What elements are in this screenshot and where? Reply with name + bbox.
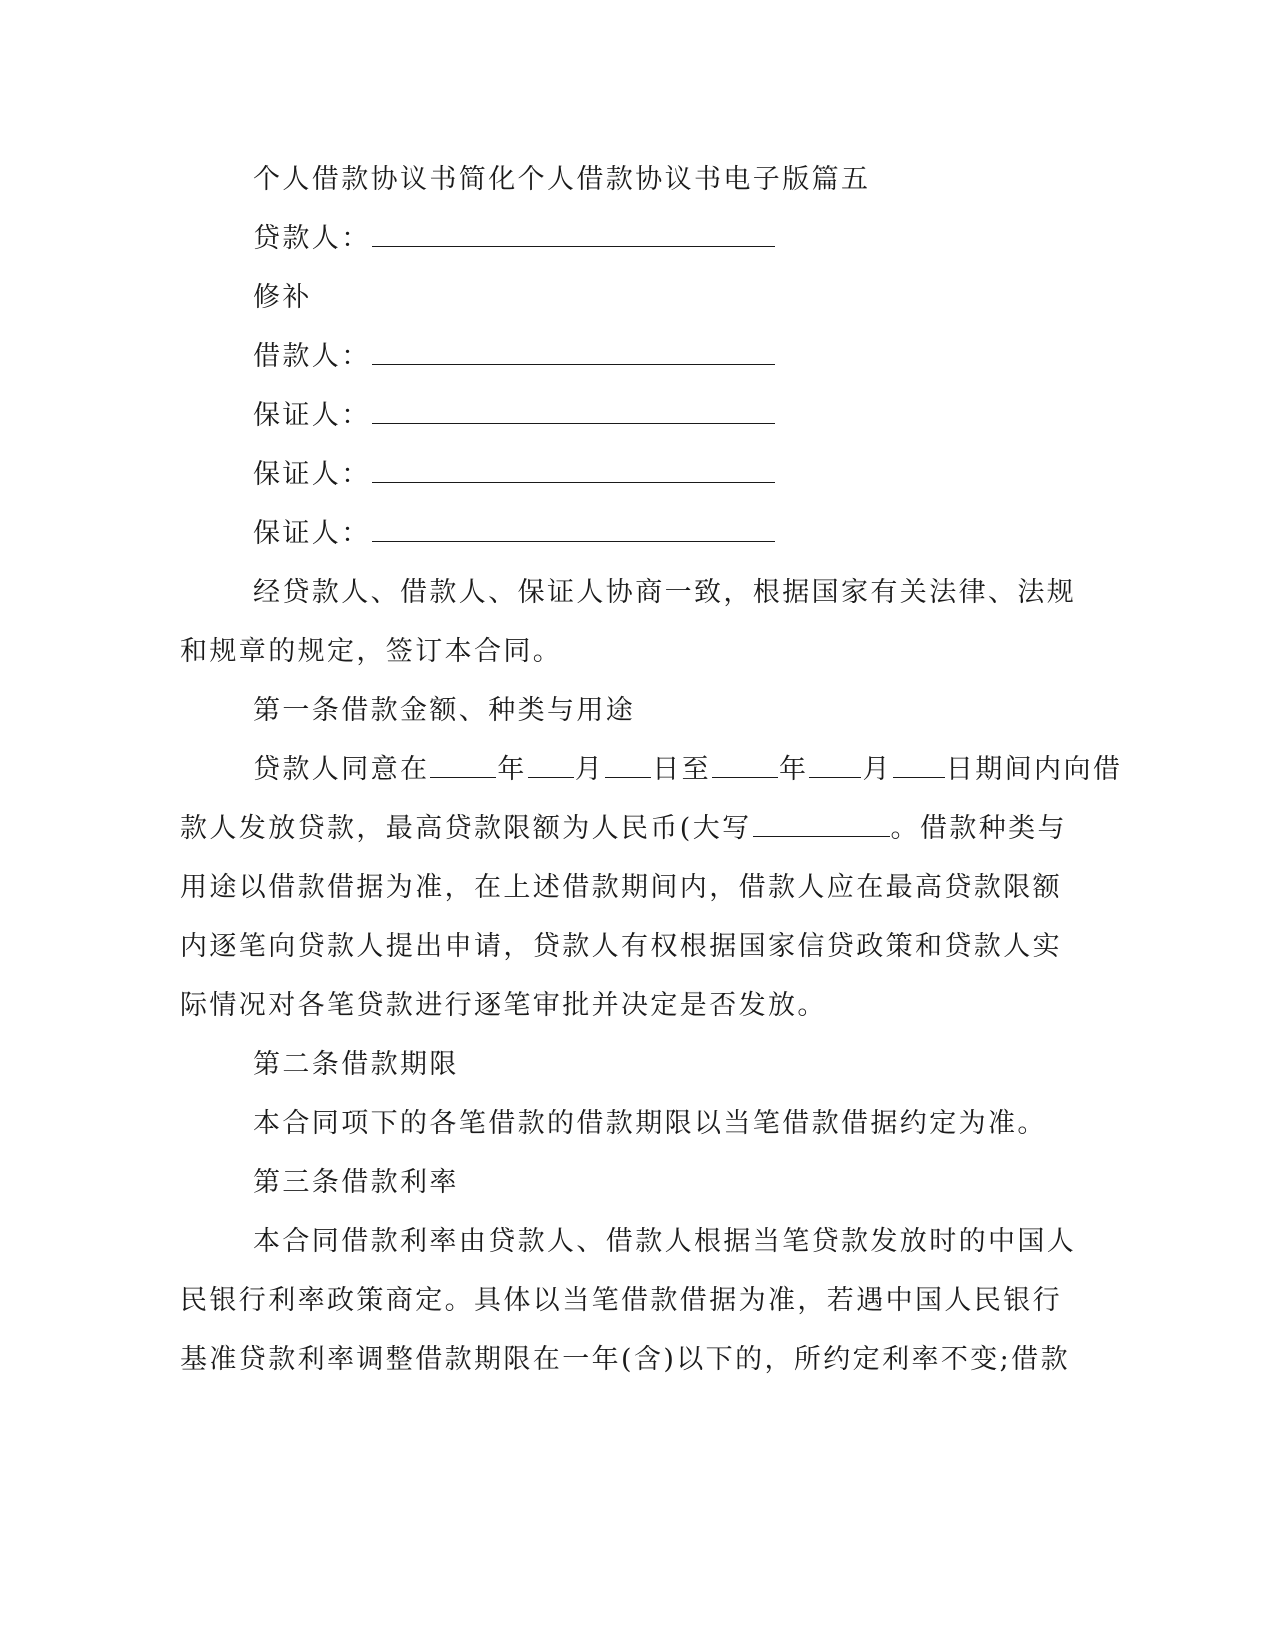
article-1-text-f: 月: [862, 754, 892, 785]
article-1-line-5: 际情况对各笔贷款进行逐笔审批并决定是否发放。: [180, 990, 827, 1021]
article-1-line-2: [180, 799, 1067, 858]
article-1-text-i: 。借款种类与: [890, 813, 1067, 844]
borrower-label: 借款人：: [253, 341, 371, 372]
intro-paragraph-line-1: 经贷款人、借款人、保证人协商一致，根据国家有关法律、法规: [253, 577, 1077, 608]
article-1-text-h: 款人发放贷款，最高贷款限额为人民币(大写: [180, 813, 752, 844]
guarantor-label-3: 保证人：: [253, 518, 371, 549]
guarantor-line-3: [180, 504, 1030, 563]
article-1-line-3: 用途以借款借据为准，在上述借款期间内，借款人应在最高贷款限额: [180, 872, 1062, 903]
article-2-title: 第二条借款期限: [253, 1049, 459, 1080]
article-1-title: 第一条借款金额、种类与用途: [253, 695, 636, 726]
start-year-blank[interactable]: [430, 755, 496, 778]
start-day-blank[interactable]: [605, 755, 651, 778]
borrower-blank[interactable]: [372, 342, 775, 365]
article-3-title: 第三条借款利率: [253, 1167, 459, 1198]
intro-paragraph-line-2: 和规章的规定，签订本合同。: [180, 636, 563, 667]
article-1-line-4: 内逐笔向贷款人提出申请，贷款人有权根据国家信贷政策和贷款人实: [180, 931, 1062, 962]
article-1-text-c: 月: [574, 754, 605, 785]
lender-label: 贷款人：: [253, 223, 371, 254]
article-1-text-e: 年: [779, 754, 809, 785]
guarantor-blank-2[interactable]: [372, 460, 775, 483]
note-text: 修补: [253, 282, 312, 313]
article-3-line-3: 基准贷款利率调整借款期限在一年(含)以下的，所约定利率不变;借款: [180, 1344, 1070, 1375]
document-title: 个人借款协议书简化个人借款协议书电子版篇五: [253, 164, 871, 195]
guarantor-label-1: 保证人：: [253, 400, 371, 431]
end-month-blank[interactable]: [809, 755, 861, 778]
lender-line: [180, 209, 1030, 268]
article-3-line-2: 民银行利率政策商定。具体以当笔借款借据为准，若遇中国人民银行: [180, 1285, 1062, 1316]
guarantor-blank-1[interactable]: [372, 401, 775, 424]
article-1-line-1: [180, 740, 1123, 799]
borrower-line: [180, 327, 1030, 386]
document-page: [180, 150, 1123, 1389]
end-day-blank[interactable]: [893, 755, 945, 778]
guarantor-label-2: 保证人：: [253, 459, 371, 490]
guarantor-blank-3[interactable]: [372, 519, 775, 542]
article-2-body: 本合同项下的各笔借款的借款期限以当笔借款借据约定为准。: [253, 1108, 1047, 1139]
lender-blank[interactable]: [372, 224, 775, 247]
article-1-text-d: 日至: [652, 754, 712, 785]
article-1-text-a: 贷款人同意在: [253, 754, 430, 785]
guarantor-line-2: [180, 445, 1030, 504]
end-year-blank[interactable]: [712, 755, 778, 778]
article-1-text-g: 日期间内向借: [945, 754, 1123, 785]
article-1-text-b: 年: [497, 754, 527, 785]
article-3-line-1: 本合同借款利率由贷款人、借款人根据当笔贷款发放时的中国人: [253, 1226, 1077, 1257]
guarantor-line-1: [180, 386, 1030, 445]
amount-blank[interactable]: [753, 814, 890, 837]
start-month-blank[interactable]: [528, 755, 574, 778]
